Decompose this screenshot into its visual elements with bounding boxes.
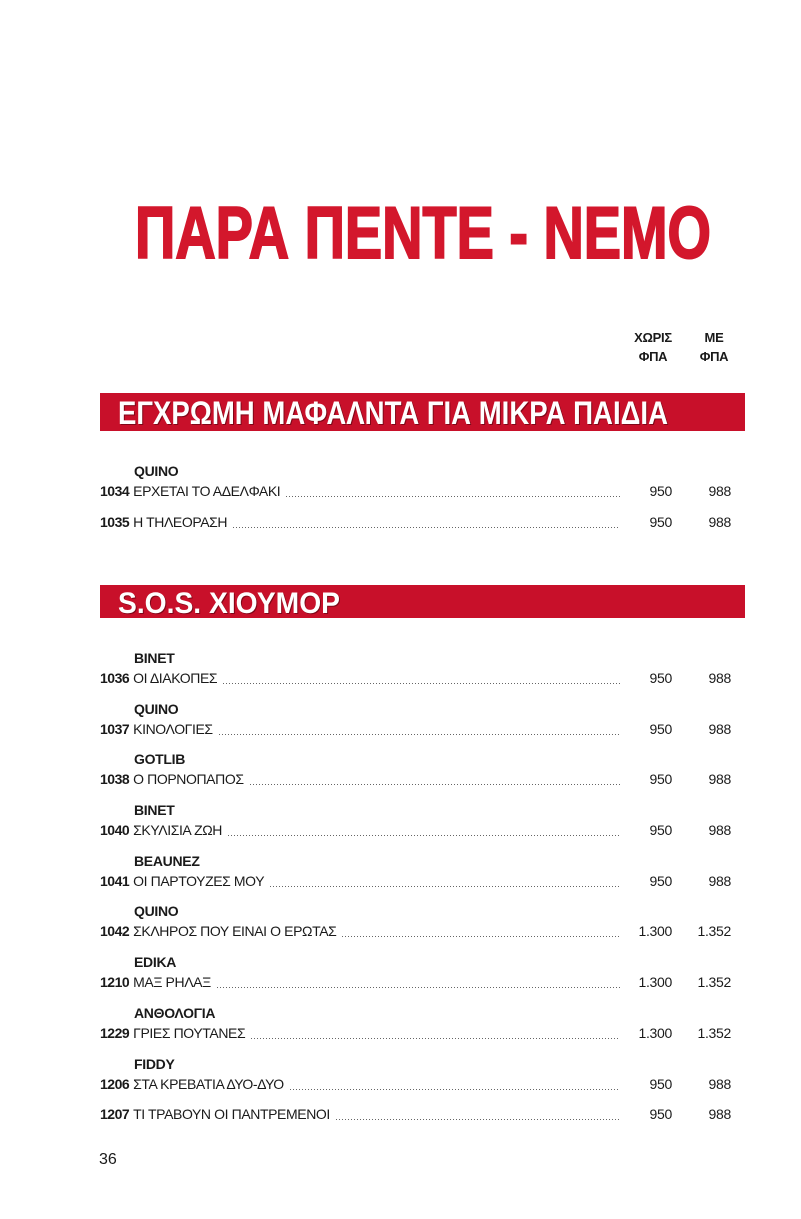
item-title: ΣΚΛΗΡΟΣ ΠΟΥ ΕΙΝΑΙ Ο ΕΡΩΤΑΣ (133, 923, 337, 940)
catalog-item (100, 719, 731, 739)
price-without-vat: 950 (649, 1106, 672, 1123)
author-name: BEAUNEZ (134, 852, 200, 869)
price-with-vat: 1.352 (697, 923, 731, 940)
catalog-item (100, 1023, 731, 1043)
catalog-item (100, 871, 731, 891)
author-name: FIDDY (134, 1055, 175, 1072)
item-code: 1041 (100, 872, 130, 889)
section-title: ΕΓΧΡΩΜΗ ΜΑΦΑΛΝΤΑ ΓΙΑ ΜΙΚΡΑ ΠΑΙΔΙΑ (118, 395, 668, 431)
column-header-line: ΜΕ (704, 330, 724, 345)
item-code: 1206 (100, 1075, 130, 1092)
item-code: 1229 (100, 1024, 130, 1041)
author-name: QUINO (134, 463, 179, 479)
column-header-line: ΧΩΡΙΣ (634, 330, 672, 345)
price-without-vat: 950 (649, 720, 672, 737)
author-group (100, 461, 731, 532)
item-code: 1210 (100, 974, 130, 991)
catalog-item (100, 820, 731, 840)
item-title: ΜΑΞ ΡΗΛΑΞ (133, 974, 211, 991)
dot-leader (286, 481, 620, 501)
item-title: Ο ΠΟΡΝΟΠΑΠΟΣ (133, 771, 244, 788)
column-header-line: ΦΠΑ (699, 349, 729, 364)
price-without-vat: 950 (649, 771, 672, 788)
price-with-vat: 988 (708, 513, 731, 530)
price-without-vat: 1.300 (638, 1024, 672, 1041)
price-with-vat: 988 (708, 1075, 731, 1092)
author-group (100, 901, 731, 941)
price-with-vat: 988 (708, 822, 731, 839)
price-without-vat: 950 (649, 483, 672, 499)
author-name: ΑΝΘΟΛΟΓΙΑ (134, 1004, 216, 1021)
item-title: ΟΙ ΔΙΑΚΟΠΕΣ (133, 670, 218, 686)
item-title: ΤΙ ΤΡΑΒΟΥΝ ΟΙ ΠΑΝΤΡΕΜΕΝΟΙ (133, 1106, 330, 1123)
dot-leader (250, 769, 620, 789)
dot-leader (228, 820, 620, 840)
price-with-vat: 1.352 (697, 1024, 731, 1041)
price-without-vat: 950 (649, 822, 672, 839)
author-name: BINET (134, 650, 175, 666)
item-code: 1035 (100, 513, 130, 530)
item-title: ΓΡΙΕΣ ΠΟΥΤΑΝΕΣ (133, 1024, 246, 1041)
catalog-item (100, 1074, 731, 1094)
section-list (100, 461, 731, 532)
author-group (100, 699, 731, 739)
item-title: Η ΤΗΛΕΟΡΑΣΗ (133, 513, 228, 530)
price-without-vat: 950 (649, 513, 672, 530)
author-group (100, 1054, 731, 1125)
section-banner (100, 393, 745, 431)
item-code: 1036 (100, 670, 130, 686)
catalog-item (100, 921, 731, 941)
item-title: ΚΙΝΟΛΟΓΙΕΣ (133, 720, 213, 737)
author-group (100, 952, 731, 992)
item-title: ΕΡΧΕΤΑΙ ΤΟ ΑΔΕΛΦΑΚΙ (133, 483, 281, 499)
dot-leader (217, 972, 620, 992)
dot-leader (219, 719, 620, 739)
author-name: BINET (134, 802, 175, 819)
item-title: ΣΤΑ ΚΡΕΒΑΤΙΑ ΔΥΟ-ΔΥΟ (133, 1075, 284, 1092)
catalog-item (100, 668, 731, 688)
column-header-with-vat (694, 328, 734, 366)
price-with-vat: 988 (708, 720, 731, 737)
dot-leader (336, 1104, 620, 1124)
catalog-item (100, 972, 731, 992)
dot-leader (342, 921, 620, 941)
author-group (100, 648, 731, 688)
column-header-without-vat (628, 328, 678, 366)
author-group (100, 800, 731, 840)
price-with-vat: 988 (708, 872, 731, 889)
price-with-vat: 988 (708, 771, 731, 788)
author-name: GOTLIB (134, 751, 186, 768)
item-code: 1034 (100, 483, 130, 499)
dot-leader (251, 1023, 620, 1043)
column-header-line: ΦΠΑ (638, 349, 668, 364)
price-with-vat: 1.352 (697, 974, 731, 991)
author-name: EDIKA (134, 954, 177, 971)
section-banner (100, 585, 745, 618)
price-with-vat: 988 (708, 670, 731, 686)
item-title: ΣΚΥΛΙΣΙΑ ΖΩΗ (133, 822, 223, 839)
catalog-item (100, 1104, 731, 1124)
item-code: 1037 (100, 720, 130, 737)
author-group (100, 749, 731, 789)
dot-leader (223, 668, 620, 688)
item-title: ΟΙ ΠΑΡΤΟΥΖΕΣ ΜΟΥ (133, 872, 265, 889)
dot-leader (270, 871, 620, 891)
dot-leader (290, 1074, 620, 1094)
page-title-text: ΠΑΡΑ ΠΕΝΤΕ - ΝΕΜΟ (135, 193, 711, 274)
price-without-vat: 950 (649, 1075, 672, 1092)
catalog-item (100, 512, 731, 532)
price-without-vat: 1.300 (638, 974, 672, 991)
item-code: 1042 (100, 923, 130, 940)
item-code: 1038 (100, 771, 130, 788)
section-title: S.O.S. ΧΙΟΥΜΟΡ (118, 587, 340, 618)
price-without-vat: 950 (649, 872, 672, 889)
page-number: 36 (99, 1151, 117, 1168)
item-code: 1040 (100, 822, 130, 839)
price-without-vat: 1.300 (638, 923, 672, 940)
author-name: QUINO (134, 903, 179, 920)
price-without-vat: 950 (649, 670, 672, 686)
author-group (100, 1003, 731, 1043)
dot-leader (233, 512, 620, 532)
author-name: QUINO (134, 700, 179, 717)
author-group (100, 851, 731, 891)
price-with-vat: 988 (708, 1106, 731, 1123)
section-list (100, 648, 731, 1124)
catalog-item (100, 769, 731, 789)
price-with-vat: 988 (708, 483, 731, 499)
page-title (133, 190, 713, 275)
item-code: 1207 (100, 1106, 130, 1123)
catalog-item (100, 481, 731, 501)
